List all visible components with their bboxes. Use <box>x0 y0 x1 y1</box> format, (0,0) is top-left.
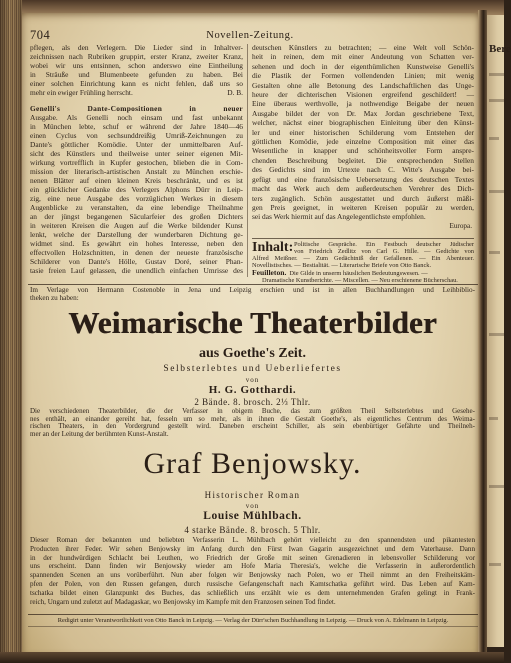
text-line: heit in reinen, dem mit einer Andeutung von Schatten ver- <box>252 52 474 62</box>
facing-page-fragment: Bere <box>489 43 511 55</box>
description-line: reich, Ungarn und zuletzt auf Madagaskar, wo Benjowsky im Kampfe mit den Franzosen seinen Tod findet. <box>30 597 336 606</box>
text-line: sei das Werk hiermit auf das Angelegentlichste empfohlen. <box>252 212 426 222</box>
book-subtitle: aus Goethe's Zeit. <box>199 346 306 361</box>
text-line: welcher, nächst einer biographischen Einleitung über den Künst- <box>252 118 474 128</box>
text-line: sicht des Künstlers und theilweise unter seiner eigenen Mit- <box>30 149 243 158</box>
description-line: uns erscheint. Dann finden wir Benjowsky wieder am Hofe Maria Theresia's, welche die Verfasserin in außerordentlich <box>30 562 475 571</box>
review-paragraph <box>252 43 474 222</box>
text-line: tasie freien Lauf gelassen, die unendlich einfachen Umrisse des <box>30 266 243 275</box>
text-line: zeichnissen nach Rubriken gruppirt, erster Kranz, zweiter Kranz, <box>30 52 243 61</box>
book-author: H. G. Gotthardi. <box>208 384 297 396</box>
contents-line: Alfred Meißner. — Zum Gedächtniß der Gefallenen. — Ein Abenteuer. <box>252 255 474 262</box>
ad-intro-line: theken zu haben: <box>30 293 79 302</box>
ad-intro-line: Im Verlage von Hermann Costenoble in Jena und Leipzig erschien und ist in allen Buchhandlungen und Leihbiblio- <box>30 286 475 294</box>
text-line: ler und einer historischen Schilderung vom Entstehen der <box>252 127 474 137</box>
text-line: ters zugänglich. Schön ausgestattet und durch äußerst mäßi- <box>252 193 474 203</box>
description-line: in der hundwürdigen Schlacht bei Leuthen, wo Friedrich der Große mit seinen Grenadieren in lebensvoller Schilderung vor <box>30 553 475 562</box>
text-line: Schilderer von Dante's Hölle, Gustav Doré, seiner Phan- <box>30 257 243 266</box>
contents-line: Die Gilde in unserm häuslichen Bedeutungswesen. — <box>289 270 428 277</box>
facing-text-trace <box>489 73 504 76</box>
description-line: mer an der Leitung der berühmten Kunst-Anstalt. <box>30 429 169 438</box>
book-description <box>30 408 475 438</box>
book-title: Weimarische Theaterbilder <box>68 305 437 340</box>
text-line: mission der literarisch-artistischen Anstalt zu München erschie- <box>30 167 243 176</box>
text-line: Gestalten ohne alle Betonung des Landschaftlichen das Unge- <box>252 80 474 90</box>
right-column <box>252 43 474 231</box>
text-line: zig, eine neue Ausgabe des vorzüglichen Werkes in diesem <box>30 194 243 203</box>
contents-list <box>252 255 474 269</box>
book-edition: 4 starke Bände. 8. brosch. 5 Thlr. <box>184 525 321 535</box>
contents-rule <box>252 238 474 239</box>
section-rule <box>28 626 478 627</box>
description-line: Dieser Roman der bekannten und beliebten Verfasserin L. Mühlbach gehört vielleicht zu den spannendsten und pikantesten <box>30 536 475 544</box>
section-rule <box>28 614 478 615</box>
review-signature: D. B. <box>227 88 243 97</box>
text-line: wirkung vortrefflich in Kupfer gestochen, blieben die in Com- <box>30 158 243 167</box>
review-closing-line <box>30 88 243 97</box>
text-line: Ausgabe bildet der von Dr. Max Jordan geschriebene Text, <box>252 108 474 118</box>
text-line: deutschen Künstlers zu betrachten; — eine Welt voll Schön- <box>252 43 474 52</box>
text-line: einer solchen Einrichtung kann es nicht fehlen, daß uns so <box>30 79 243 88</box>
text-line: in Sträuße und Blumenbeete gefunden zu haben. Bei <box>30 70 243 79</box>
contents-list <box>294 241 474 255</box>
text-line: pflegen, als den Verlegern. Die Lieder sind in Inhaltver- <box>30 43 243 52</box>
page-number: 704 <box>30 28 51 42</box>
review-paragraph <box>30 113 243 275</box>
text-line: in München lebte, schuf er während der Jahre 1840—46 <box>30 122 243 131</box>
facing-text-trace <box>489 333 504 336</box>
facing-text-trace <box>489 99 504 102</box>
book-subtitle: Historischer Roman <box>204 490 301 500</box>
feuilleton-label: Feuilleton. <box>252 268 287 277</box>
contents-line: von Friedrich Zedlitz von Carl G. Hille. — Gedichte von <box>294 248 474 255</box>
text-line: einen Cyclus von sechsunddreißig Umriß-Zeichnungen zu <box>30 131 243 140</box>
description-line: spannenden Scenen an uns vorüberführt. Nun aber folgen wir Benjowsky nach Polen, wo er Theil nimmt an den Freiheitskäm- <box>30 571 475 580</box>
book-description <box>30 536 475 606</box>
description-line: Die verschiedenen Theaterbilder, die der Verfasser in obigem Buche, das zum größten Theil Selbsterlebtes und Gesehe- <box>30 407 475 415</box>
description-line: nes enthält, an einander gereiht hat, fesseln um so mehr, als in ihnen die Gestalt Goethe's, als eigentliches Centrum des Weima- <box>30 414 475 423</box>
book-author: Louise Mühlbach. <box>203 510 302 522</box>
review-heading: Genelli's Dante-Compositionen in neuer <box>30 104 243 113</box>
facing-text-trace <box>489 137 499 140</box>
facing-text-trace <box>489 485 504 488</box>
facing-text-trace <box>489 190 504 193</box>
text-line: effectvollen Holzschnitten, in denen der neueste französische <box>30 248 243 257</box>
book-title: Graf Benjowsky. <box>143 447 362 480</box>
book-by: von <box>245 376 260 384</box>
text-line: macht das Werk auch dem außerdeutschen Verehrer des Dich- <box>252 184 474 194</box>
text-line: nenen Blätter auf einen kleinen Kreis beschränkt, und es ist <box>30 176 243 185</box>
text-line: Eine überaus werthvolle, ja nothwendige Beigabe der neuen <box>252 99 474 109</box>
text-line: an der jüngst begangenen Säcularfeier des großen Dichters <box>30 212 243 221</box>
book-bottom-edge <box>0 652 504 663</box>
review-signature: Europa. <box>449 221 472 230</box>
contents-line: Novellistisches. — Bestialität. — Literarische Briefe von Otto Banck. <box>252 262 432 269</box>
contents-line: Dramatische Kunstberichte. — Miscellen. — Neu erschienene Bücherschau. <box>262 277 458 284</box>
text-line: die Plastik der Formen vollendenden Linien; mit wenig <box>252 71 474 81</box>
book-tagline: Selbsterlebtes und Ueberliefertes <box>163 364 342 374</box>
contents-line: Politische Gespräche. Ein Festbuch deutscher Jüdischer <box>294 241 474 248</box>
text-line: Ausgabe. Als Genelli noch einsam und fast unbekannt <box>30 113 243 122</box>
left-column <box>30 43 243 275</box>
text-line: Dante's göttlicher Komödie. Unter der unmittelbaren Auf- <box>30 140 243 149</box>
text-line: in weiteren Kreisen die Augen auf die Werke bildender Kunst <box>30 221 243 230</box>
text-line: Wesentliche in knapper und schönheitsvoller Form anspre- <box>252 146 474 156</box>
imprint-footer: Redigirt unter Verantwortlichkeit von Otto Banck in Leipzig. — Verlag der Dürr'schen Buchhandlung in Leipzig. — Druck von A. Edelmann in Leipzig. <box>57 617 449 624</box>
text-line: widmet sind. Es gewährt ein hohes Interesse, neben den <box>30 239 243 248</box>
text-line: wobei wir uns entsinnen, schon anderswo eine Eintheilung <box>30 61 243 70</box>
page-stack-edge <box>0 0 22 663</box>
text-line: ein glücklicher Gedanke des Verlegers Alphons Dürr in Leip- <box>30 185 243 194</box>
feuilleton-row <box>252 269 474 277</box>
text-line: göttlichen Komödie, jede einzelne Composition mit einer das <box>252 137 474 147</box>
description-line: pfen der Polen, von den Russen gefangen, durch russische Gefangenschaft nach Kamtschatka geführt wird. Das Leben auf Kam- <box>30 579 475 588</box>
facing-text-trace <box>489 563 501 566</box>
text-line: chenden Beschreibung begleitet. Die entsprechenden Stellen <box>252 155 474 165</box>
review-paragraph <box>30 43 243 88</box>
column-divider <box>247 44 248 277</box>
facing-page <box>487 15 511 647</box>
description-line: rischen Theaters, in den Vordergrund gestellt wird. Daneben erscheint Schiller, als sein ebenbürtiger Gefährte und Theilneh- <box>30 422 475 431</box>
facing-text-trace <box>489 417 498 420</box>
running-title: Novellen-Zeitung. <box>206 30 294 41</box>
description-line: Producten ihrer Feder. Wir sehen Benjowsky im Anfang durch den Fürst Iwan Gagarin ausgezeichnet und dem Vaterhause. Dann <box>30 544 475 553</box>
book-by: von <box>245 502 260 510</box>
text-line: gen Preis geeignet, in weiteren Kreisen populär zu werden, <box>252 202 474 212</box>
section-rule <box>28 284 478 285</box>
text-line: lenkt, welche der Darstellung der wunderbaren Dichtung ge- <box>30 230 243 239</box>
text-line: Augenblicke zu veranstalten, da eine lebendige Theilnahme <box>30 203 243 212</box>
book-edition: 2 Bände. 8. brosch. 2⅓ Thlr. <box>194 397 311 407</box>
contents-label: Inhalt: <box>252 240 294 255</box>
description-line: tschatka bildet einen Glanzpunkt des Buches, das schließlich uns erzählt wie es dem unternehmenden Grafen gelingt in Frank- <box>30 588 475 597</box>
feuilleton-contents <box>252 269 474 284</box>
text-line: sehenen und doch in der eigenthümlichen Kunstweise Genelli's <box>252 61 474 71</box>
closing-text: mehr ein ewiger Frühling herrscht. <box>30 88 133 97</box>
text-line: heure der dichterischen Visionen ergreifend geschildert! — <box>252 90 474 100</box>
gutter-shadow <box>478 10 487 655</box>
text-line: gefügt und eine französische Uebersetzung des deutschen Textes <box>252 174 474 184</box>
text-line: des Gedichts sind im Urtexte nach C. Witte's Ausgabe bei- <box>252 165 474 175</box>
facing-text-trace <box>489 251 500 254</box>
ad-intro <box>30 287 475 303</box>
